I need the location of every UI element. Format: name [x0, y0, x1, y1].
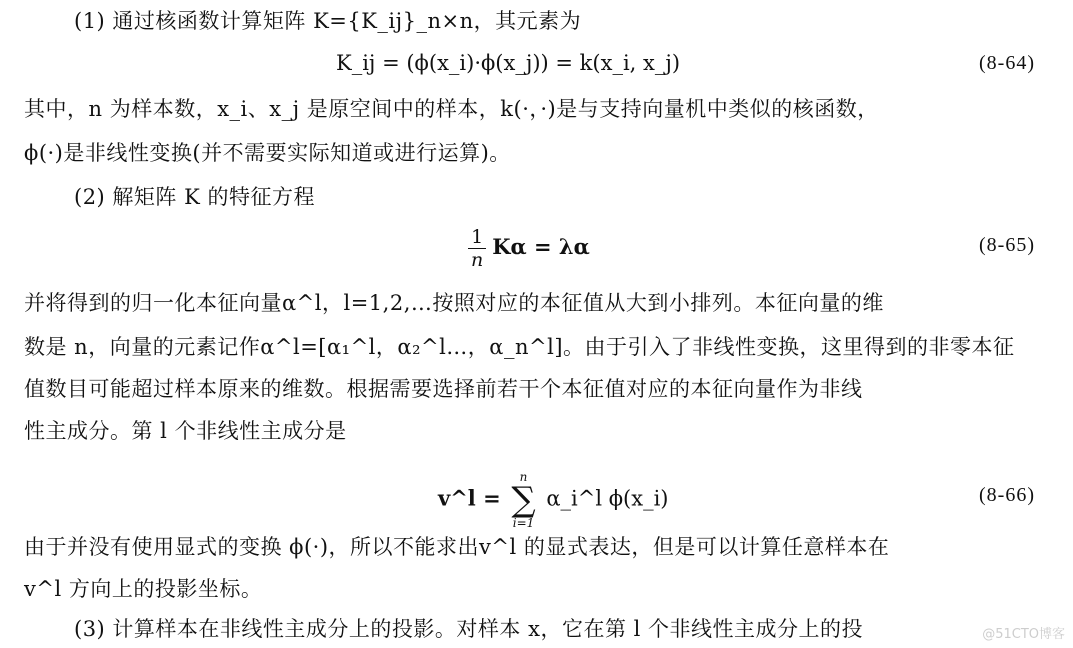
paragraph-kernel-explanation: 其中，n 为样本数，x_i、x_j 是原空间中的样本，k(·，·)是与支持向量机中类似的核函数， [24, 97, 879, 121]
summation-lower-limit: i=1 [512, 516, 535, 530]
paragraph-vector-elements: 数是 n，向量的元素记作α^l=[α₁^l，α₂^l…，α_n^l]。由于引入了非线性变换，这里得到的非零本征 [24, 335, 1015, 359]
paragraph-nonlinear-transform: ϕ(·)是非线性变换(并不需要实际知道或进行运算)。 [24, 141, 511, 165]
summation [511, 470, 535, 530]
equation-8-66 [438, 470, 669, 530]
fraction-numerator: 1 [468, 226, 486, 249]
paragraph-step-2: (2) 解矩阵 K 的特征方程 [74, 185, 315, 209]
equation-number-8-65: (8-65) [979, 234, 1035, 256]
equation-8-65 [468, 226, 590, 271]
summation-sigma-icon: ∑ [511, 480, 536, 520]
equation-number-8-66: (8-66) [979, 484, 1035, 506]
watermark: @51CTO博客 [982, 627, 1065, 642]
paragraph-principal-component: 性主成分。第 l 个非线性主成分是 [24, 419, 347, 443]
equation-8-66-lhs: v^l = [438, 485, 501, 511]
paragraph-step-3: (3) 计算样本在非线性主成分上的投影。对样本 x，它在第 l 个非线性主成分上的投 [74, 617, 864, 641]
paragraph-explicit-expression: 由于并没有使用显式的变换 ϕ(·)，所以不能求出v^l 的显式表达，但是可以计算任意样本在 [24, 535, 890, 559]
paragraph-eigenvalue-count: 值数目可能超过样本原来的维数。根据需要选择前若干个本征值对应的本征向量作为非线 [24, 377, 863, 401]
equation-8-66-rhs: α_i^l ϕ(x_i) [546, 486, 669, 511]
fraction [468, 226, 486, 271]
equation-8-65-body: Kα = λα [492, 234, 590, 259]
equation-8-64: K_ij = (ϕ(x_i)·ϕ(x_j)) = k(x_i, x_j) [336, 51, 681, 75]
paragraph-step-1: (1) 通过核函数计算矩阵 K={K_ij}_n×n，其元素为 [74, 9, 582, 33]
summation-upper-limit: n [519, 470, 528, 484]
paragraph-eigenvector-sort: 并将得到的归一化本征向量α^l，l=1,2,…按照对应的本征值从大到小排列。本征向量的维 [24, 291, 884, 315]
equation-number-8-64: (8-64) [979, 52, 1035, 74]
paragraph-projection-coordinate: v^l 方向上的投影坐标。 [24, 577, 263, 601]
fraction-denominator: n [471, 249, 484, 271]
